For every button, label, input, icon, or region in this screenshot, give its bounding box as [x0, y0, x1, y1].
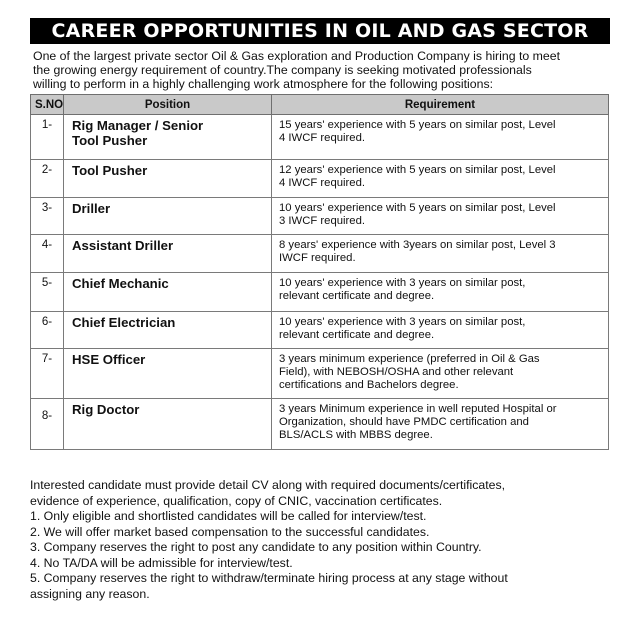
row-position	[64, 312, 272, 349]
positions-table	[30, 94, 609, 450]
footer-line: 5. Company reserves the right to withdraw/terminate hiring process at any stage without	[30, 571, 508, 585]
requirement-line: relevant certificate and degree.	[279, 290, 435, 302]
header-sno: S.NO	[31, 95, 64, 115]
footer-line: 1. Only eligible and shortlisted candidates will be called for interview/test.	[30, 509, 427, 523]
position-line: Rig Doctor	[72, 402, 140, 417]
position-line: Tool Pusher	[72, 133, 148, 148]
footer-line: 4. No TA/DA will be admissible for interview/test.	[30, 555, 293, 570]
position-line: Tool Pusher	[72, 163, 148, 178]
requirement-line: relevant certificate and degree.	[279, 329, 435, 341]
table-row	[31, 399, 609, 450]
intro-line: One of the largest private sector Oil & Gas exploration and Production Company is hiring to meet	[33, 49, 560, 63]
position-line: Chief Electrician	[72, 315, 176, 330]
row-position	[64, 273, 272, 312]
table-row	[31, 235, 609, 273]
row-requirement	[272, 312, 609, 349]
requirement-line: 4 IWCF required.	[279, 177, 366, 189]
table-row	[31, 312, 609, 349]
header-position: Position	[64, 95, 272, 115]
table-row	[31, 160, 609, 198]
requirement-line: 8 years' experience with 3years on similar post, Level 3	[279, 239, 556, 251]
terms-section	[30, 478, 620, 602]
requirement-line: Organization, should have PMDC certification and	[279, 416, 529, 428]
row-requirement	[272, 198, 609, 235]
row-position	[64, 235, 272, 273]
requirement-line: IWCF required.	[279, 252, 356, 264]
row-requirement	[272, 399, 609, 450]
row-sno: 7-	[31, 349, 64, 399]
requirement-line: Field), with NEBOSH/OSHA and other relevant	[279, 366, 514, 378]
table-row	[31, 349, 609, 399]
table-header-row	[31, 95, 609, 115]
row-position	[64, 160, 272, 198]
requirement-line: 10 years' experience with 3 years on similar post,	[279, 277, 526, 289]
row-position	[64, 399, 272, 450]
row-sno: 3-	[31, 198, 64, 235]
row-sno: 8-	[31, 399, 64, 450]
requirement-line: 10 years' experience with 3 years on similar post,	[279, 316, 526, 328]
page-title: CAREER OPPORTUNITIES IN OIL AND GAS SECTOR	[30, 18, 610, 44]
table-row	[31, 273, 609, 312]
table-row	[31, 198, 609, 235]
footer-line: 2. We will offer market based compensation to the successful candidates.	[30, 524, 430, 539]
requirement-line: 3 years Minimum experience in well reputed Hospital or	[279, 403, 557, 415]
requirement-line: 3 years minimum experience (preferred in Oil & Gas	[279, 353, 540, 365]
header-requirement: Requirement	[272, 95, 609, 115]
row-position	[64, 115, 272, 160]
intro-paragraph	[33, 49, 611, 91]
row-sno: 5-	[31, 273, 64, 312]
footer-line: 3. Company reserves the right to post any candidate to any position within Country.	[30, 540, 482, 554]
row-requirement	[272, 115, 609, 160]
requirement-line: 3 IWCF required.	[279, 215, 366, 227]
position-line: HSE Officer	[72, 352, 146, 367]
row-position	[64, 349, 272, 399]
requirement-line: 4 IWCF required.	[279, 132, 366, 144]
position-line: Rig Manager / Senior	[72, 118, 204, 133]
row-sno: 2-	[31, 160, 64, 198]
footer-line: assigning any reason.	[30, 586, 150, 601]
position-line: Assistant Driller	[72, 238, 174, 253]
requirement-line: 15 years' experience with 5 years on similar post, Level	[279, 119, 556, 131]
footer-line: evidence of experience, qualification, copy of CNIC, vaccination certificates.	[30, 493, 443, 508]
table-row	[31, 115, 609, 160]
requirement-line: 10 years' experience with 5 years on similar post, Level	[279, 202, 556, 214]
row-requirement	[272, 349, 609, 399]
row-position	[64, 198, 272, 235]
row-sno: 1-	[31, 115, 64, 160]
requirement-line: certifications and Bachelors degree.	[279, 379, 459, 391]
footer-line: Interested candidate must provide detail CV along with required documents/certificates,	[30, 478, 506, 492]
position-line: Chief Mechanic	[72, 276, 169, 291]
row-requirement	[272, 160, 609, 198]
row-requirement	[272, 235, 609, 273]
position-line: Driller	[72, 201, 111, 216]
requirement-line: 12 years' experience with 5 years on similar post, Level	[279, 164, 556, 176]
row-requirement	[272, 273, 609, 312]
intro-line: willing to perform in a highly challenging work atmosphere for the following positions:	[33, 77, 494, 91]
row-sno: 4-	[31, 235, 64, 273]
requirement-line: BLS/ACLS with MBBS degree.	[279, 429, 433, 441]
intro-line: the growing energy requirement of country.The company is seeking motivated professionals	[33, 63, 532, 77]
row-sno: 6-	[31, 312, 64, 349]
